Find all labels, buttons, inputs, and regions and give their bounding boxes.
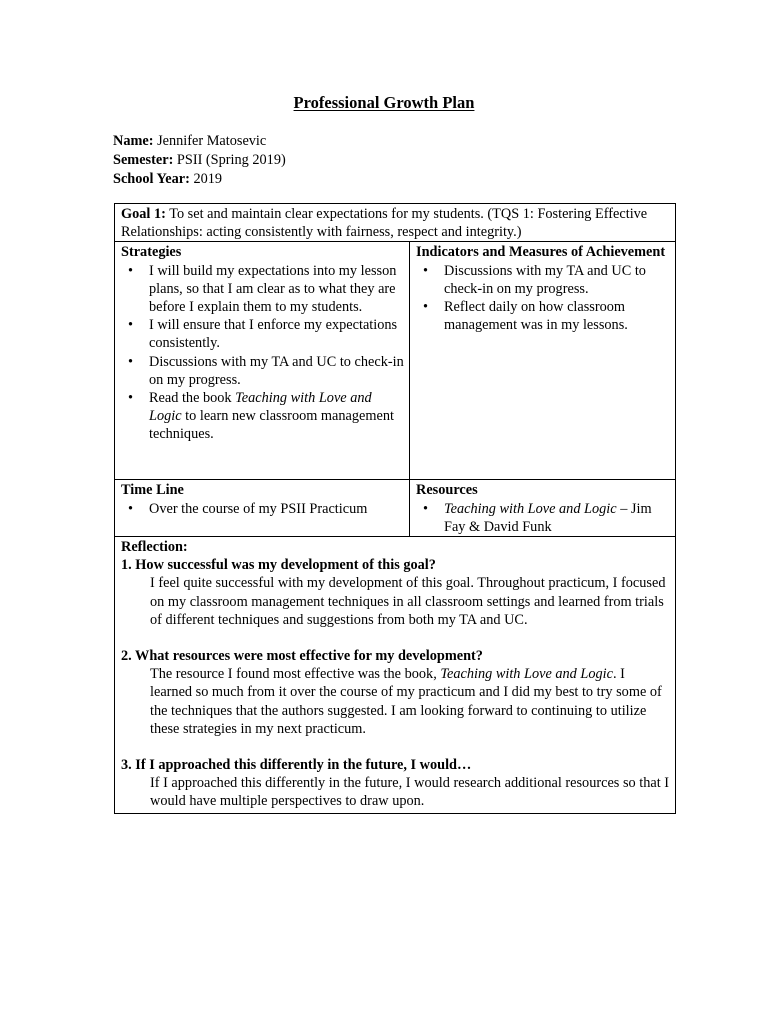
timeline-list	[121, 500, 404, 518]
reflection-question-3: 3. If I approached this differently in the future, I would…	[121, 757, 472, 774]
list-item: • I will ensure that I enforce my expectations consistently.	[149, 316, 404, 352]
semester-label: Semester:	[113, 152, 174, 168]
page-title: Professional Growth Plan	[293, 93, 475, 112]
book-title: Teaching with Love and Logic	[444, 500, 617, 517]
resources-list	[416, 500, 670, 536]
book-title: Teaching with Love and Logic	[440, 666, 613, 683]
list-item: • Discussions with my TA and UC to check-in on my progress.	[444, 262, 670, 298]
list-item: • Over the course of my PSII Practicum	[149, 500, 404, 518]
school-year-label: School Year:	[113, 171, 190, 187]
strategies-heading: Strategies	[121, 244, 182, 261]
school-year-row	[113, 170, 286, 189]
item-text: to learn new classroom management techniques.	[149, 408, 394, 443]
resource-authors: – Jim Fay & David Funk	[444, 500, 652, 535]
growth-plan-table	[114, 203, 676, 814]
name-row	[113, 132, 286, 151]
reflection-cell	[115, 537, 676, 814]
answer-text: The resource I found most effective was the book,	[150, 666, 441, 683]
school-year-value: 2019	[193, 171, 223, 187]
list-item	[149, 389, 404, 444]
book-title: Teaching with Love and Logic	[149, 390, 372, 425]
goal-label: Goal 1:	[121, 206, 166, 222]
reflection-answer-1: I feel quite successful with my development of this goal. Throughout practicum, I focused on my classroom management techniques in all classroom settings and learned from trials of different techniques and suggestions from both my TA and UC.	[150, 575, 666, 628]
reflection-answer-3: If I approached this differently in the future, I would research additional resources so that I would have multiple perspectives to draw upon.	[150, 775, 670, 810]
strategies-list	[121, 262, 404, 444]
goal-cell	[115, 204, 676, 242]
resources-heading: Resources	[416, 482, 478, 499]
indicators-heading: Indicators and Measures of Achievement	[416, 244, 666, 261]
plan-metadata	[113, 132, 286, 189]
reflection-question-2: 2. What resources were most effective for my development?	[121, 648, 483, 665]
goal-text: To set and maintain clear expectations for my students. (TQS 1: Fostering Effective Relationships: acting consistently with fairness, respect and integrity.)	[121, 206, 648, 241]
indicators-cell	[410, 242, 676, 480]
timeline-heading: Time Line	[121, 482, 184, 499]
list-item: • Discussions with my TA and UC to check-in on my progress.	[149, 353, 404, 389]
reflection-heading: Reflection:	[121, 539, 188, 556]
list-item: • I will build my expectations into my lesson plans, so that I am clear as to what they are before I explain them to my students.	[149, 262, 404, 317]
name-value: Jennifer Matosevic	[157, 133, 267, 149]
list-item: • Reflect daily on how classroom management was in my lessons.	[444, 298, 670, 334]
semester-value: PSII (Spring 2019)	[176, 152, 286, 168]
indicators-list	[416, 262, 670, 335]
list-item	[444, 500, 670, 536]
semester-row	[113, 151, 286, 170]
resources-cell	[410, 480, 676, 537]
answer-text: . I learned so much from it over the course of my practicum and I did my best to try some of the techniques that the authors suggested. I am looking forward to continuing to utilize these strategies in my next practicum.	[150, 666, 662, 737]
reflection-answer-2	[121, 665, 670, 738]
name-label: Name:	[113, 133, 154, 149]
item-text: Read the book	[149, 390, 236, 407]
reflection-question-1: 1. How successful was my development of this goal?	[121, 557, 436, 574]
strategies-cell	[115, 242, 410, 480]
timeline-cell	[115, 480, 410, 537]
